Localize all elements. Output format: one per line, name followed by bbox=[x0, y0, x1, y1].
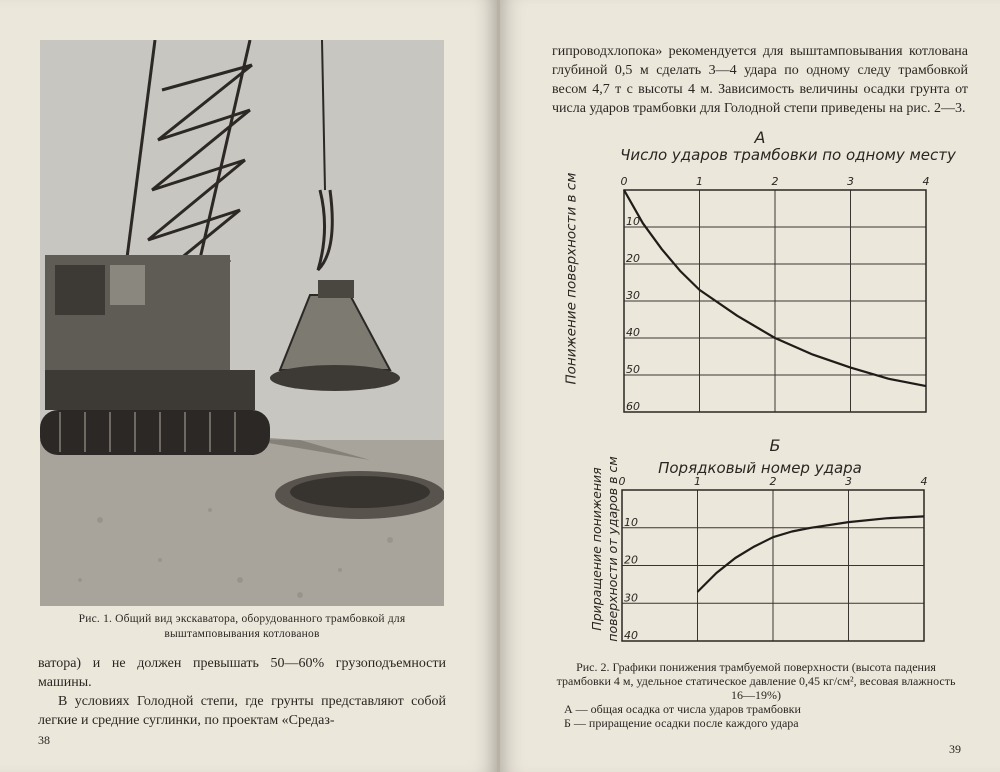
chart-a-y-tick-label: 30 bbox=[626, 289, 640, 302]
chart-b-x-tick-label: 0 bbox=[618, 475, 626, 488]
chart-b-y-tick-label: 40 bbox=[624, 629, 638, 642]
chart-b-x-tick-label: 3 bbox=[845, 475, 852, 488]
chart-a-x-tick-label: 4 bbox=[922, 175, 930, 188]
chart-a-x-tick-label: 1 bbox=[696, 175, 703, 188]
chart-b-panel-label: Б bbox=[769, 436, 781, 455]
chart-b-x-tick-label: 1 bbox=[694, 475, 701, 488]
left-paragraph-1: ватора) и не должен превышать 50—60% грузоподъемности машины. bbox=[38, 656, 446, 690]
legend-a-text: А — общая осадка от числа ударов трамбовки bbox=[564, 702, 801, 716]
figure-2-caption-block bbox=[556, 660, 956, 730]
page-number-left: 38 bbox=[38, 733, 50, 747]
left-body-text bbox=[38, 654, 446, 730]
chart-b-ylabel: Приращение понижения поверхности от ударов в см bbox=[589, 456, 620, 642]
page-number-right: 39 bbox=[949, 742, 961, 756]
chart-a-y-tick-label: 60 bbox=[626, 400, 640, 413]
right-paragraph: гипроводхлопока» рекомендуется для выштамповывания котлована глубиной 0,5 м сделать 3—4 удара по одному следу трамбовкой весом 4,7 т с высоты 4 м. Зависимость величины осадки грунта от числа ударов трамбовки для Голодной степи приведены на рис. 2—3. bbox=[552, 44, 968, 116]
chart-b-y-tick-label: 20 bbox=[624, 553, 638, 567]
chart-a-panel-label: А bbox=[754, 128, 766, 147]
chart-a-y-tick-label: 50 bbox=[626, 363, 640, 376]
chart-a-x-tick-label: 3 bbox=[847, 175, 854, 188]
chart-b-xlabel: Порядковый номер удара bbox=[658, 459, 862, 477]
left-page bbox=[0, 0, 497, 772]
chart-a-x-tick-label: 0 bbox=[620, 175, 628, 188]
figure-2-caption: Рис. 2. Графики понижения трамбуемой поверхности (высота падения трамбовки 4 м, удельное статическое давление 0,45 кг/см², весовая влажность 16—19%) bbox=[556, 660, 956, 702]
chart-a-y-tick-label: 10 bbox=[626, 215, 640, 228]
left-paragraph-2: В условиях Голодной степи, где грунты представляют собой легкие и средние суглинки, по проектам «Средаз- bbox=[38, 694, 446, 728]
legend-b-text: Б — приращение осадки после каждого удара bbox=[564, 716, 799, 730]
chart-b-x-tick-label: 4 bbox=[920, 475, 928, 488]
chart-a-x-tick-label: 2 bbox=[771, 175, 779, 188]
chart-a-y-tick-label: 20 bbox=[626, 252, 640, 265]
chart-a-xlabel: Число ударов трамбовки по одному месту bbox=[620, 146, 956, 164]
chart-a-ylabel: Понижение поверхности в см bbox=[563, 172, 580, 385]
excavator-photo bbox=[40, 40, 444, 606]
right-body-text bbox=[552, 42, 968, 118]
chart-a-y-tick-label: 40 bbox=[626, 326, 640, 339]
excavator-illustration bbox=[40, 40, 444, 606]
chart-b-x-tick-label: 2 bbox=[769, 475, 777, 488]
chart-b-y-tick-label: 30 bbox=[624, 591, 638, 605]
chart-b-y-tick-label: 10 bbox=[624, 515, 638, 529]
figure-1-caption: Рис. 1. Общий вид экскаватора, оборудованного трамбовкой для выштамповывания котлованов bbox=[78, 613, 406, 640]
